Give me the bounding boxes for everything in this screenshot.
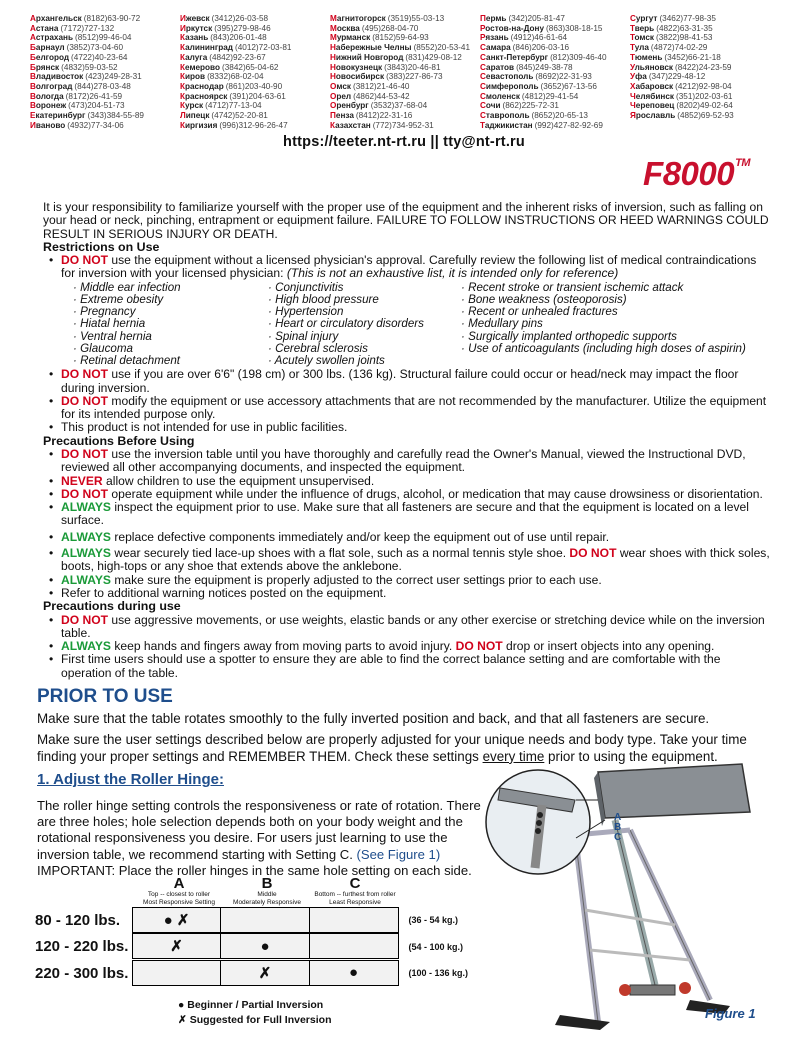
contraindication-item: · High blood pressure bbox=[268, 294, 461, 306]
directory-entry bbox=[330, 121, 480, 131]
contraindication-item: · Extreme obesity bbox=[73, 294, 268, 306]
phone-number[interactable]: (347)229-48-12 bbox=[648, 72, 706, 82]
directory-entry bbox=[630, 43, 780, 53]
city-name: Красноярск bbox=[180, 91, 228, 101]
weight-range: 80 - 120 lbs. bbox=[35, 911, 121, 929]
city-name: Тюмень bbox=[630, 52, 663, 62]
city-name: Ставрополь bbox=[480, 111, 530, 121]
city-name: Челябинск bbox=[630, 91, 674, 101]
contraindication-item: · Recent stroke or transient ischemic attack bbox=[461, 282, 746, 294]
list-item: • DO NOT use if you are over 6'6" (198 cm) or 300 lbs. (136 kg). Structural failure could occur or head/neck may impact the floor during inversion. bbox=[43, 368, 773, 395]
phone-number[interactable]: (4932)77-34-06 bbox=[67, 120, 124, 130]
phone-number[interactable]: (3822)98-41-53 bbox=[656, 33, 713, 43]
setting-description: Most Responsive Setting bbox=[143, 898, 215, 906]
prior-paragraph-1: Make sure that the table rotates smoothly to the fully inverted position and back, and that all fasteners are secure. bbox=[37, 711, 710, 726]
directory-entry bbox=[30, 72, 180, 82]
weight-range: 220 - 300 lbs. bbox=[35, 964, 129, 982]
directory-entry bbox=[180, 82, 330, 92]
phone-number[interactable]: (8152)59-64-93 bbox=[372, 33, 429, 43]
city-name: Рязань bbox=[480, 33, 509, 43]
setting-column-header bbox=[135, 877, 223, 906]
phone-number[interactable]: (843)206-01-48 bbox=[210, 33, 267, 43]
contraindication-item: · Cerebral sclerosis bbox=[268, 343, 461, 355]
phone-number[interactable]: (831)429-08-12 bbox=[405, 52, 462, 62]
list-item: • ALWAYS keep hands and fingers away from moving parts to avoid injury. DO NOT drop or insert objects into any opening. bbox=[43, 640, 773, 653]
phone-number[interactable]: (383)227-86-73 bbox=[386, 72, 443, 82]
hole-label-b: B bbox=[614, 822, 622, 833]
city-name: Тула bbox=[630, 43, 649, 53]
adjust-roller-hinge-heading: 1. Adjust the Roller Hinge: bbox=[37, 771, 224, 788]
setting-description: Middle bbox=[257, 891, 277, 898]
directory-entry bbox=[30, 43, 180, 53]
phone-number[interactable]: (8412)22-31-16 bbox=[355, 111, 413, 121]
contraindication-item: · Middle ear infection bbox=[73, 282, 268, 294]
contraindication-item: · Conjunctivitis bbox=[268, 282, 461, 294]
hole-label-a: A bbox=[614, 812, 622, 823]
directory-entry bbox=[330, 111, 480, 121]
directory-entry bbox=[30, 24, 180, 34]
directory-entry bbox=[180, 92, 330, 102]
table-cell: ● ✗ bbox=[132, 907, 222, 933]
phone-number[interactable]: (8692)22-31-93 bbox=[535, 72, 592, 82]
directory-entry bbox=[180, 121, 330, 131]
prior-to-use-heading: PRIOR TO USE bbox=[37, 686, 173, 707]
legend-beginner: ● Beginner / Partial Inversion bbox=[178, 999, 324, 1011]
directory-entry bbox=[330, 72, 480, 82]
directory-entry bbox=[180, 111, 330, 121]
directory-entry bbox=[30, 92, 180, 102]
table-cell: ● bbox=[309, 960, 399, 986]
phone-number[interactable]: (351)202-03-61 bbox=[676, 91, 733, 101]
phone-number[interactable]: (4872)74-02-29 bbox=[650, 43, 708, 53]
table-cell bbox=[309, 907, 399, 933]
phone-number[interactable]: (3842)65-04-62 bbox=[222, 62, 279, 72]
contraindication-item: · Hiatal hernia bbox=[73, 318, 268, 330]
city-name: Киргизия bbox=[180, 120, 218, 130]
directory-entry bbox=[30, 121, 180, 131]
intro-paragraph: It is your responsibility to familiarize yourself with the proper use of the equipment and the inherent risks of inversion, such as falling on your head or neck, pinching, entrapment or equipment failure. FAILURE TO FOLLOW INSTRUCTIONS OR HEED WARNINGS COULD RESULT IN SERIOUS INJURY OR DEATH. bbox=[43, 200, 769, 241]
directory-column bbox=[480, 14, 630, 130]
contraindication-item: · Acutely swollen joints bbox=[268, 355, 461, 367]
table-cell: ✗ bbox=[220, 960, 310, 986]
contraindication-item: · Retinal detachment bbox=[73, 355, 268, 367]
contraindication-item: · Medullary pins bbox=[461, 318, 746, 330]
directory-entry bbox=[180, 101, 330, 111]
city-name: Таджикистан bbox=[480, 120, 533, 130]
city-name: Калининград bbox=[180, 43, 233, 53]
list-item: • DO NOT modify the equipment or use accessory attachments that are not recommended by the manufacturer. Utilize the equipment for its intended purpose only. bbox=[43, 395, 773, 422]
directory-entry bbox=[180, 63, 330, 73]
directory-entry bbox=[330, 43, 480, 53]
city-name: Астрахань bbox=[30, 33, 74, 43]
phone-number[interactable]: (3843)20-46-81 bbox=[384, 62, 441, 72]
city-name: Иркутск bbox=[180, 23, 213, 33]
contraindication-item: · Hypertension bbox=[268, 306, 461, 318]
directory-entry bbox=[480, 24, 630, 34]
directory-entry bbox=[480, 111, 630, 121]
figure-reference-link[interactable]: (See Figure 1) bbox=[356, 846, 441, 862]
phone-number[interactable]: (3812)21-46-40 bbox=[352, 81, 410, 91]
city-name: Пенза bbox=[330, 111, 354, 121]
city-name: Сочи bbox=[480, 101, 501, 111]
table-row bbox=[35, 961, 468, 986]
city-name: Калуга bbox=[180, 52, 208, 62]
setting-column-header bbox=[223, 877, 311, 906]
city-name: Санкт-Петербург bbox=[480, 52, 549, 62]
directory-column bbox=[30, 14, 180, 130]
list-item: • DO NOT use the equipment without a licensed physician's approval. Carefully review the following list of medical contraindications for inversion with your licensed physician: (This is not an exhaustive list, it is intended only for reference) bbox=[43, 254, 773, 281]
directory-entry bbox=[480, 121, 630, 131]
contraindication-item: · Spinal injury bbox=[268, 331, 461, 343]
city-name: Белгород bbox=[30, 52, 70, 62]
list-item: • First time users should use a spotter to ensure they are able to find the correct balance setting and are comfortable with the operation of the table. bbox=[43, 653, 773, 680]
city-name: Архангельск bbox=[30, 14, 82, 23]
phone-number[interactable]: (391)204-63-61 bbox=[229, 91, 286, 101]
directory-entry bbox=[630, 72, 780, 82]
roller-hinge-settings-table bbox=[35, 877, 468, 986]
phone-number[interactable]: (3462)77-98-35 bbox=[659, 14, 716, 23]
phone-number[interactable]: (3852)73-04-60 bbox=[66, 43, 124, 53]
city-name: Магнитогорск bbox=[330, 14, 386, 23]
directory-entry bbox=[630, 33, 780, 43]
list-item: • DO NOT use the inversion table until you have thoroughly and carefully read the Owner's Manual, viewed the Instructional DVD, reviewed all other accompanying documents, and inspected the equipment. bbox=[43, 448, 773, 475]
directory-entry bbox=[480, 82, 630, 92]
city-name: Ярославль bbox=[630, 111, 676, 121]
city-name: Астана bbox=[30, 23, 59, 33]
city-name: Краснодар bbox=[180, 81, 224, 91]
phone-number[interactable]: (8182)63-90-72 bbox=[83, 14, 141, 23]
contraindication-item: · Bone weakness (osteoporosis) bbox=[461, 294, 746, 306]
phone-number[interactable]: (342)205-81-47 bbox=[508, 14, 565, 23]
setting-description: Moderately Responsive bbox=[233, 898, 301, 906]
directory-entry bbox=[30, 82, 180, 92]
directory-entry bbox=[330, 14, 480, 24]
contraindication-item: · Surgically implanted orthopedic supports bbox=[461, 331, 746, 343]
directory-entry bbox=[630, 92, 780, 102]
table-cell bbox=[220, 907, 310, 933]
directory-entry bbox=[330, 53, 480, 63]
phone-number[interactable]: (8652)20-65-13 bbox=[531, 111, 588, 121]
directory-entry bbox=[330, 24, 480, 34]
table-cell bbox=[309, 933, 399, 959]
phone-number[interactable]: (8552)20-53-41 bbox=[413, 43, 471, 53]
city-name: Мурманск bbox=[330, 33, 371, 43]
contraindication-item: · Glaucoma bbox=[73, 343, 268, 355]
contraindication-item: · Heart or circulatory disorders bbox=[268, 318, 461, 330]
phone-number[interactable]: (423)249-28-31 bbox=[85, 72, 142, 82]
city-name: Севастополь bbox=[480, 72, 534, 82]
city-name: Орел bbox=[330, 91, 352, 101]
inversion-table-illustration bbox=[480, 760, 780, 1030]
phone-number[interactable]: (4822)63-31-35 bbox=[656, 23, 713, 33]
figure-1-caption: Figure 1 bbox=[705, 1006, 756, 1021]
city-name: Москва bbox=[330, 23, 360, 33]
directory-entry bbox=[630, 101, 780, 111]
directory-entry bbox=[330, 101, 480, 111]
phone-number[interactable]: (846)206-03-16 bbox=[512, 43, 570, 53]
city-name: Екатеринбург bbox=[30, 111, 86, 121]
city-name: Казахстан bbox=[330, 120, 371, 130]
directory-entry bbox=[180, 53, 330, 63]
directory-entry bbox=[630, 82, 780, 92]
table-cells bbox=[133, 908, 399, 933]
directory-entry bbox=[480, 72, 630, 82]
city-name: Смоленск bbox=[480, 91, 520, 101]
directory-column bbox=[180, 14, 330, 130]
setting-letter: C bbox=[349, 875, 361, 892]
table-cell bbox=[132, 960, 222, 986]
city-name: Новосибирск bbox=[330, 72, 385, 82]
city-name: Уфа bbox=[630, 72, 647, 82]
directory-entry bbox=[480, 53, 630, 63]
phone-number[interactable]: (4912)46-61-64 bbox=[510, 33, 568, 43]
contraindication-item: · Pregnancy bbox=[73, 306, 268, 318]
directory-entry bbox=[480, 14, 630, 24]
precautions-before-title: Precautions Before Using bbox=[43, 433, 195, 448]
list-item: • ALWAYS replace defective components immediately and/or keep the equipment out of use until repair. bbox=[43, 531, 773, 544]
legend-full-inversion: ✗ Suggested for Full Inversion bbox=[178, 1014, 332, 1026]
directory-entry bbox=[630, 24, 780, 34]
table-row bbox=[35, 908, 468, 933]
city-name: Липецк bbox=[180, 111, 210, 121]
directory-entry bbox=[30, 63, 180, 73]
phone-number[interactable]: (996)312-96-26-47 bbox=[219, 120, 288, 130]
list-item: • NEVER allow children to use the equipment unsupervised. bbox=[43, 475, 773, 488]
city-name: Пермь bbox=[480, 14, 507, 23]
phone-number[interactable]: (395)279-98-46 bbox=[214, 23, 271, 33]
directory-column bbox=[330, 14, 480, 130]
model-name: F8000™ bbox=[643, 155, 750, 192]
directory-entry bbox=[630, 14, 780, 24]
table-cell: ✗ bbox=[132, 933, 222, 959]
city-name: Ижевск bbox=[180, 14, 210, 23]
list-item: • DO NOT operate equipment while under the influence of drugs, alcohol, or medication that may cause drowsiness or disorientation. bbox=[43, 488, 773, 501]
city-name: Барнаул bbox=[30, 43, 65, 53]
phone-number[interactable]: (4742)52-20-81 bbox=[211, 111, 268, 121]
phone-number[interactable]: (473)204-51-73 bbox=[68, 101, 125, 111]
table-cells bbox=[133, 961, 399, 986]
phone-number[interactable]: (4812)29-41-54 bbox=[521, 91, 579, 101]
phone-number[interactable]: (863)308-18-15 bbox=[546, 23, 603, 33]
directory-entry bbox=[180, 33, 330, 43]
city-name: Иваново bbox=[30, 120, 66, 130]
table-row bbox=[35, 935, 468, 960]
contraindication-item: · Ventral hernia bbox=[73, 331, 268, 343]
contraindications-list bbox=[43, 282, 773, 367]
list-item: • ALWAYS wear securely tied lace-up shoes with a flat sole, such as a normal tennis style shoe. DO NOT wear shoes with thick soles, boots, high-tops or any shoe that extends above the anklebone. bbox=[43, 547, 773, 574]
setting-description: Top -- closest to roller bbox=[147, 891, 211, 898]
precautions-during-title: Precautions during use bbox=[43, 599, 181, 614]
phone-number[interactable]: (343)384-55-89 bbox=[87, 111, 144, 121]
directory-entry bbox=[480, 63, 630, 73]
phone-number[interactable]: (3412)26-03-58 bbox=[211, 14, 269, 23]
phone-number[interactable]: (4722)40-23-64 bbox=[71, 52, 128, 62]
city-name: Нижний Новгород bbox=[330, 52, 404, 62]
directory-entry bbox=[30, 33, 180, 43]
city-name: Вологда bbox=[30, 91, 64, 101]
city-name: Сургут bbox=[630, 14, 658, 23]
city-directory bbox=[30, 14, 780, 130]
hole-label-c: C bbox=[614, 832, 622, 843]
directory-entry bbox=[630, 63, 780, 73]
directory-entry bbox=[330, 63, 480, 73]
setting-letter: A bbox=[173, 875, 185, 892]
warnings-section bbox=[43, 201, 773, 680]
directory-entry bbox=[180, 72, 330, 82]
directory-entry bbox=[480, 33, 630, 43]
phone-number[interactable]: (4862)44-53-42 bbox=[353, 91, 410, 101]
table-cell: ● bbox=[220, 933, 310, 959]
adjust-roller-hinge-text: The roller hinge setting controls the responsiveness or rate of rotation. There are three holes; hole selection depends both on your body weight and the rotational responsiveness you desire. For users just learning to use the inversion table, we recommend starting with Setting C. (See Figure 1) IMPORTANT: Place the roller hinges in the same hole setting on each side. bbox=[37, 798, 481, 878]
city-name: Череповец bbox=[630, 101, 675, 111]
setting-column-header bbox=[311, 877, 399, 906]
phone-number[interactable]: (4012)72-03-81 bbox=[234, 43, 292, 53]
phone-number[interactable]: (3452)66-21-18 bbox=[664, 52, 721, 62]
city-name: Томск bbox=[630, 33, 654, 43]
prior-paragraph-2: Make sure the user settings described below are properly adjusted for your unique needs and body type. Take your time finding your proper settings and REMEMBER THEM. Check these settings every time prior to using the equipment. bbox=[37, 732, 747, 764]
city-name: Воронеж bbox=[30, 101, 67, 111]
weight-kg: (54 - 100 kg.) bbox=[408, 941, 464, 952]
city-name: Волгоград bbox=[30, 81, 73, 91]
phone-number[interactable]: (8202)49-02-64 bbox=[676, 101, 733, 111]
directory-entry bbox=[330, 33, 480, 43]
phone-number[interactable]: (3532)37-68-04 bbox=[370, 101, 428, 111]
city-name: Киров bbox=[180, 72, 206, 82]
directory-entry bbox=[630, 53, 780, 63]
city-name: Саратов bbox=[480, 62, 515, 72]
setting-description: Least Responsive bbox=[329, 898, 381, 906]
table-cells bbox=[133, 935, 399, 960]
directory-entry bbox=[30, 14, 180, 24]
city-name: Курск bbox=[180, 101, 204, 111]
city-name: Оренбург bbox=[330, 101, 369, 111]
directory-entry bbox=[30, 101, 180, 111]
contact-line[interactable]: https://teeter.nt-rt.ru || tty@nt-rt.ru bbox=[283, 134, 525, 150]
directory-entry bbox=[480, 92, 630, 102]
list-item: • ALWAYS make sure the equipment is properly adjusted to the correct user settings prior to each use. bbox=[43, 574, 773, 587]
city-name: Казань bbox=[180, 33, 209, 43]
phone-number[interactable]: (992)427-82-92-69 bbox=[534, 120, 603, 130]
phone-number[interactable]: (8512)99-46-04 bbox=[75, 33, 132, 43]
phone-number[interactable]: (845)249-38-78 bbox=[516, 62, 573, 72]
phone-number[interactable]: (4832)59-03-52 bbox=[61, 62, 118, 72]
city-name: Брянск bbox=[30, 62, 60, 72]
city-name: Тверь bbox=[630, 23, 655, 33]
phone-number[interactable]: (495)268-04-70 bbox=[361, 23, 419, 33]
list-item: • ALWAYS inspect the equipment prior to use. Make sure that all fasteners are secure and that the equipment is located on a level surface. bbox=[43, 501, 773, 528]
phone-number[interactable]: (772)734-952-31 bbox=[372, 120, 434, 130]
city-name: Ростов-на-Дону bbox=[480, 23, 545, 33]
city-name: Владивосток bbox=[30, 72, 84, 82]
directory-entry bbox=[180, 43, 330, 53]
setting-letter: B bbox=[261, 875, 273, 892]
directory-entry bbox=[180, 14, 330, 24]
phone-number[interactable]: (8172)26-41-59 bbox=[65, 91, 123, 101]
phone-number[interactable]: (4842)92-23-67 bbox=[209, 52, 266, 62]
city-name: Хабаровск bbox=[630, 81, 674, 91]
directory-entry bbox=[480, 43, 630, 53]
list-item: • Refer to additional warning notices posted on the equipment. bbox=[43, 587, 773, 600]
city-name: Самара bbox=[480, 43, 511, 53]
phone-number[interactable]: (812)309-46-40 bbox=[550, 52, 607, 62]
weight-kg: (36 - 54 kg.) bbox=[408, 915, 459, 926]
directory-entry bbox=[30, 53, 180, 63]
city-name: Симферополь bbox=[480, 81, 539, 91]
city-name: Ульяновск bbox=[630, 62, 674, 72]
directory-column bbox=[630, 14, 780, 130]
phone-number[interactable]: (3519)55-03-13 bbox=[387, 14, 445, 23]
directory-entry bbox=[30, 111, 180, 121]
city-name: Новокузнецк bbox=[330, 62, 383, 72]
list-item: • DO NOT use aggressive movements, or use weights, elastic bands or any other exercise or stretching device while on the inversion table. bbox=[43, 614, 773, 641]
phone-number[interactable]: (8332)68-02-04 bbox=[207, 72, 264, 82]
phone-number[interactable]: (861)203-40-90 bbox=[225, 81, 283, 91]
phone-number[interactable]: (844)278-03-48 bbox=[74, 81, 131, 91]
directory-entry bbox=[330, 82, 480, 92]
phone-number[interactable]: (4852)69-52-93 bbox=[677, 111, 734, 121]
phone-number[interactable]: (7172)727-132 bbox=[60, 23, 115, 33]
settings-legend bbox=[178, 998, 331, 1028]
restrictions-title: Restrictions on Use bbox=[43, 239, 160, 254]
phone-number[interactable]: (3652)67-13-56 bbox=[540, 81, 597, 91]
phone-number[interactable]: (4212)92-98-04 bbox=[675, 81, 732, 91]
city-name: Омск bbox=[330, 81, 351, 91]
city-name: Кемерово bbox=[180, 62, 220, 72]
weight-range: 120 - 220 lbs. bbox=[35, 938, 129, 956]
weight-kg: (100 - 136 kg.) bbox=[408, 968, 469, 979]
phone-number[interactable]: (8422)24-23-59 bbox=[675, 62, 732, 72]
phone-number[interactable]: (4712)77-13-04 bbox=[205, 101, 262, 111]
contraindication-item: · Use of anticoagulants (including high doses of aspirin) bbox=[461, 343, 746, 355]
city-name: Набережные Челны bbox=[330, 43, 412, 53]
directory-entry bbox=[480, 101, 630, 111]
directory-entry bbox=[630, 111, 780, 121]
phone-number[interactable]: (862)225-72-31 bbox=[502, 101, 559, 111]
list-item: • This product is not intended for use in public facilities. bbox=[43, 421, 773, 434]
setting-description: Bottom -- furthest from roller bbox=[314, 891, 396, 898]
directory-entry bbox=[180, 24, 330, 34]
contraindication-item: · Recent or unhealed fractures bbox=[461, 306, 746, 318]
directory-entry bbox=[330, 92, 480, 102]
